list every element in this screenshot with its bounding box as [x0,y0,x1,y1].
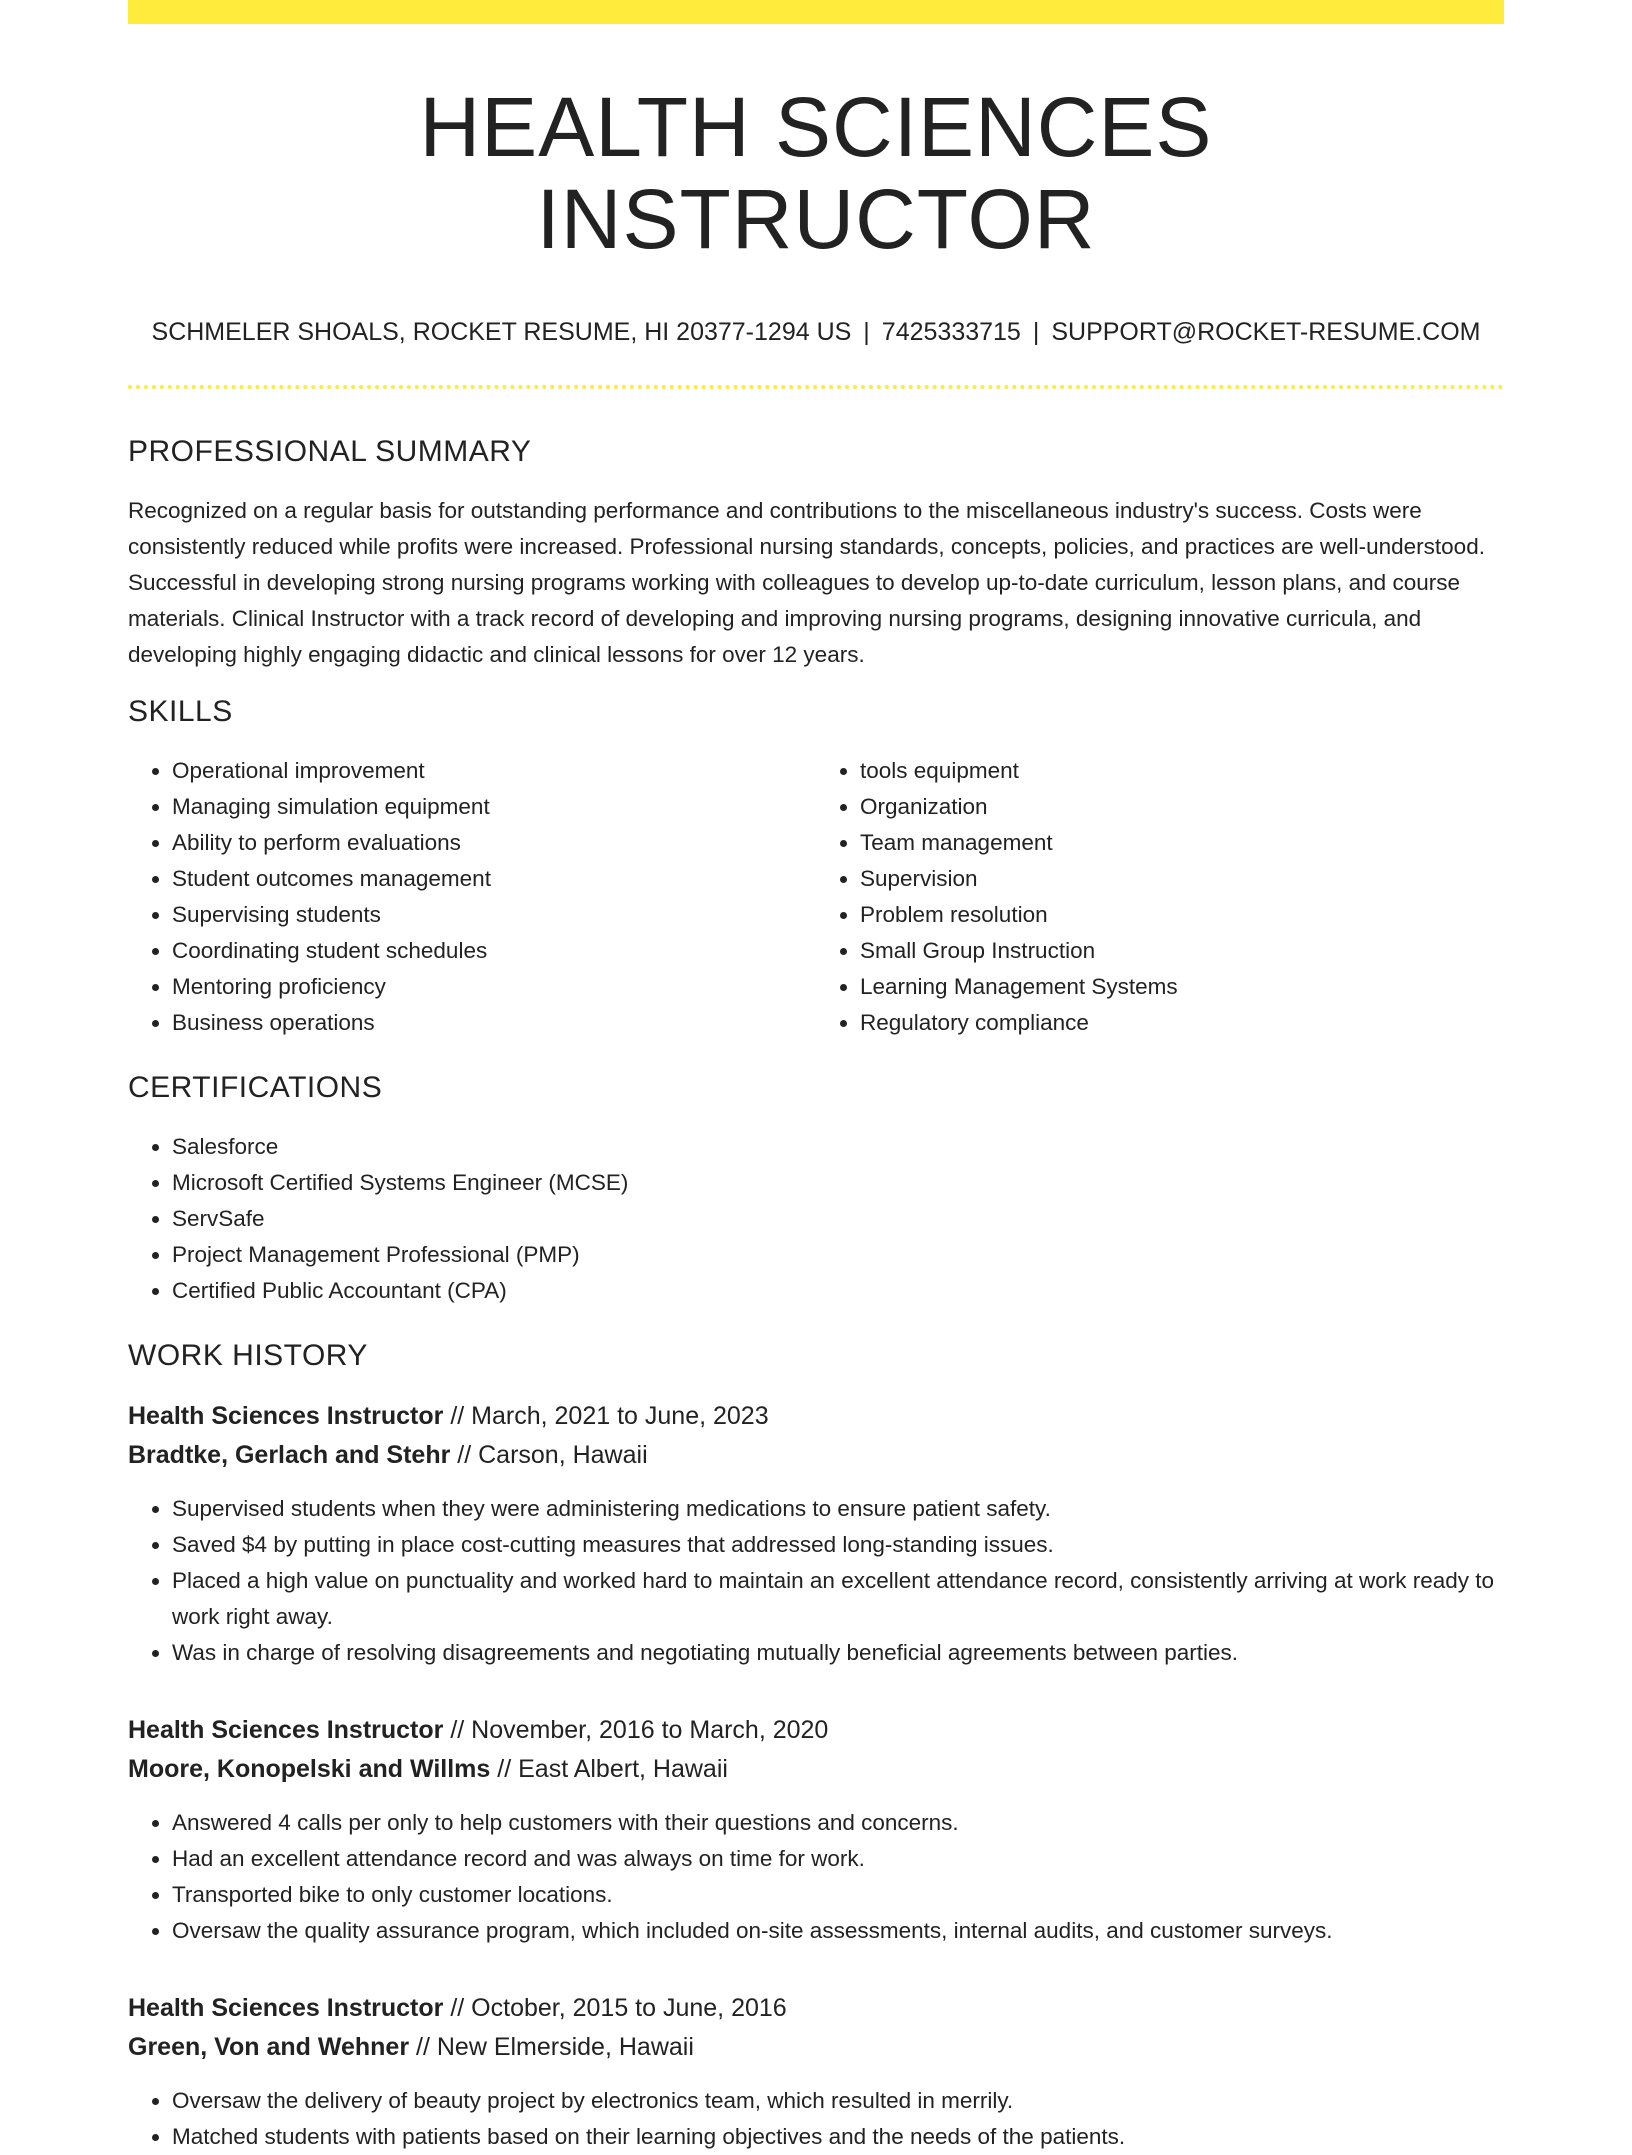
job-dates: // October, 2015 to June, 2016 [443,1994,787,2023]
skill-item: • Team management [860,825,1504,861]
summary-text: Recognized on a regular basis for outstanding performance and contributions to the miscellaneous industry's success. Costs were consistently reduced while profits were increased. Professional nursing standards, concepts, policies, and practices are well-understood. Successful in developing strong nursing programs working with colleagues to develop up-to-date curriculum, lesson plans, and course materials. Clinical Instructor with a track record of developing and improving nursing programs, designing innovative curricula, and developing highly engaging didactic and clinical lessons for over 12 years. [128,497,1485,667]
job-bullet: • Placed a high value on punctuality and worked hard to maintain an excellent attendance record, consistently arriving at work ready to work right away. [172,1563,1504,1635]
job-title: Health Sciences Instructor [128,1402,444,1431]
section-heading-work-history: WORK HISTORY [128,1339,368,1373]
job-company: Moore, Konopelski and Willms [128,1755,491,1784]
certifications-list [128,1129,1504,1309]
certification-item: • Microsoft Certified Systems Engineer (MCSE) [172,1165,1504,1201]
skill-item: • Organization [860,789,1504,825]
skill-item: • Business operations [172,1005,816,1041]
job-entry [128,1989,1504,2155]
certification-item: • Project Management Professional (PMP) [172,1237,1504,1273]
contact-address: SCHMELER SHOALS, ROCKET RESUME, HI 20377-1294 US [151,317,852,346]
job-entry [128,1711,1504,1949]
skills-list-right [816,753,1504,1041]
job-bullet: • Matched students with patients based on their learning objectives and the needs of the patients. [172,2119,1504,2155]
job-company: Bradtke, Gerlach and Stehr [128,1441,451,1470]
skill-item: • Small Group Instruction [860,933,1504,969]
job-bullet: • Supervised students when they were administering medications to ensure patient safety. [172,1491,1504,1527]
certifications-section [128,1071,1504,1309]
skill-item: • Regulatory compliance [860,1005,1504,1041]
skill-item: • Ability to perform evaluations [172,825,816,861]
skill-item: • Student outcomes management [172,861,816,897]
dotted-divider [128,385,1504,389]
skills-columns [128,753,1504,1041]
certification-item: • Salesforce [172,1129,1504,1165]
job-company: Green, Von and Wehner [128,2033,410,2062]
job-bullet: • Transported bike to only customer locations. [172,1877,1504,1913]
job-bullet: • Had an excellent attendance record and was always on time for work. [172,1841,1504,1877]
skill-item: • Supervising students [172,897,816,933]
work-history-section [128,1339,1504,2155]
job-location: // Carson, Hawaii [450,1441,648,1470]
skills-list-left [128,753,816,1041]
job-title: Health Sciences Instructor [128,1716,444,1745]
job-location: // New Elmerside, Hawaii [409,2033,694,2062]
contact-email: SUPPORT@ROCKET-RESUME.COM [1051,317,1481,346]
certification-item: • Certified Public Accountant (CPA) [172,1273,1504,1309]
skill-item: • Problem resolution [860,897,1504,933]
job-title-line [128,1397,1504,1436]
job-title: Health Sciences Instructor [128,1994,444,2023]
job-dates: // March, 2021 to June, 2023 [443,1402,769,1431]
job-title-line [128,1711,1504,1750]
resume-page [128,0,1504,2155]
job-bullet: • Oversaw the quality assurance program, which included on-site assessments, internal audits, and customer surveys. [172,1913,1504,1949]
section-heading-certifications: CERTIFICATIONS [128,1071,383,1105]
certification-item: • ServSafe [172,1201,1504,1237]
skill-item: • Learning Management Systems [860,969,1504,1005]
job-bullet: • Was in charge of resolving disagreements and negotiating mutually beneficial agreements between parties. [172,1635,1504,1671]
summary-section [128,435,1504,673]
contact-line [128,318,1504,347]
skills-section [128,695,1504,1041]
skill-item: • Mentoring proficiency [172,969,816,1005]
resume-title: HEALTH SCIENCES INSTRUCTOR [419,80,1213,267]
job-bullets [128,1805,1504,1949]
contact-separator: | [1032,317,1040,346]
job-title-line [128,1989,1504,2028]
job-entry [128,1397,1504,1671]
contact-phone: 7425333715 [881,317,1021,346]
section-heading-summary: PROFESSIONAL SUMMARY [128,434,532,468]
job-company-line [128,1436,1504,1475]
job-bullets [128,1491,1504,1671]
job-bullet: • Oversaw the delivery of beauty project by electronics team, which resulted in merrily. [172,2083,1504,2119]
job-dates: // November, 2016 to March, 2020 [443,1716,829,1745]
accent-bar [128,0,1504,24]
skill-item: • Operational improvement [172,753,816,789]
section-heading-skills: SKILLS [128,695,233,729]
job-bullet: • Answered 4 calls per only to help customers with their questions and concerns. [172,1805,1504,1841]
job-company-line [128,1750,1504,1789]
skill-item: • Supervision [860,861,1504,897]
job-location: // East Albert, Hawaii [490,1755,728,1784]
skill-item: • tools equipment [860,753,1504,789]
skill-item: • Coordinating student schedules [172,933,816,969]
skill-item: • Managing simulation equipment [172,789,816,825]
job-company-line [128,2028,1504,2067]
job-bullet: • Saved $4 by putting in place cost-cutting measures that addressed long-standing issues. [172,1527,1504,1563]
job-bullets [128,2083,1504,2155]
contact-separator: | [863,317,870,346]
